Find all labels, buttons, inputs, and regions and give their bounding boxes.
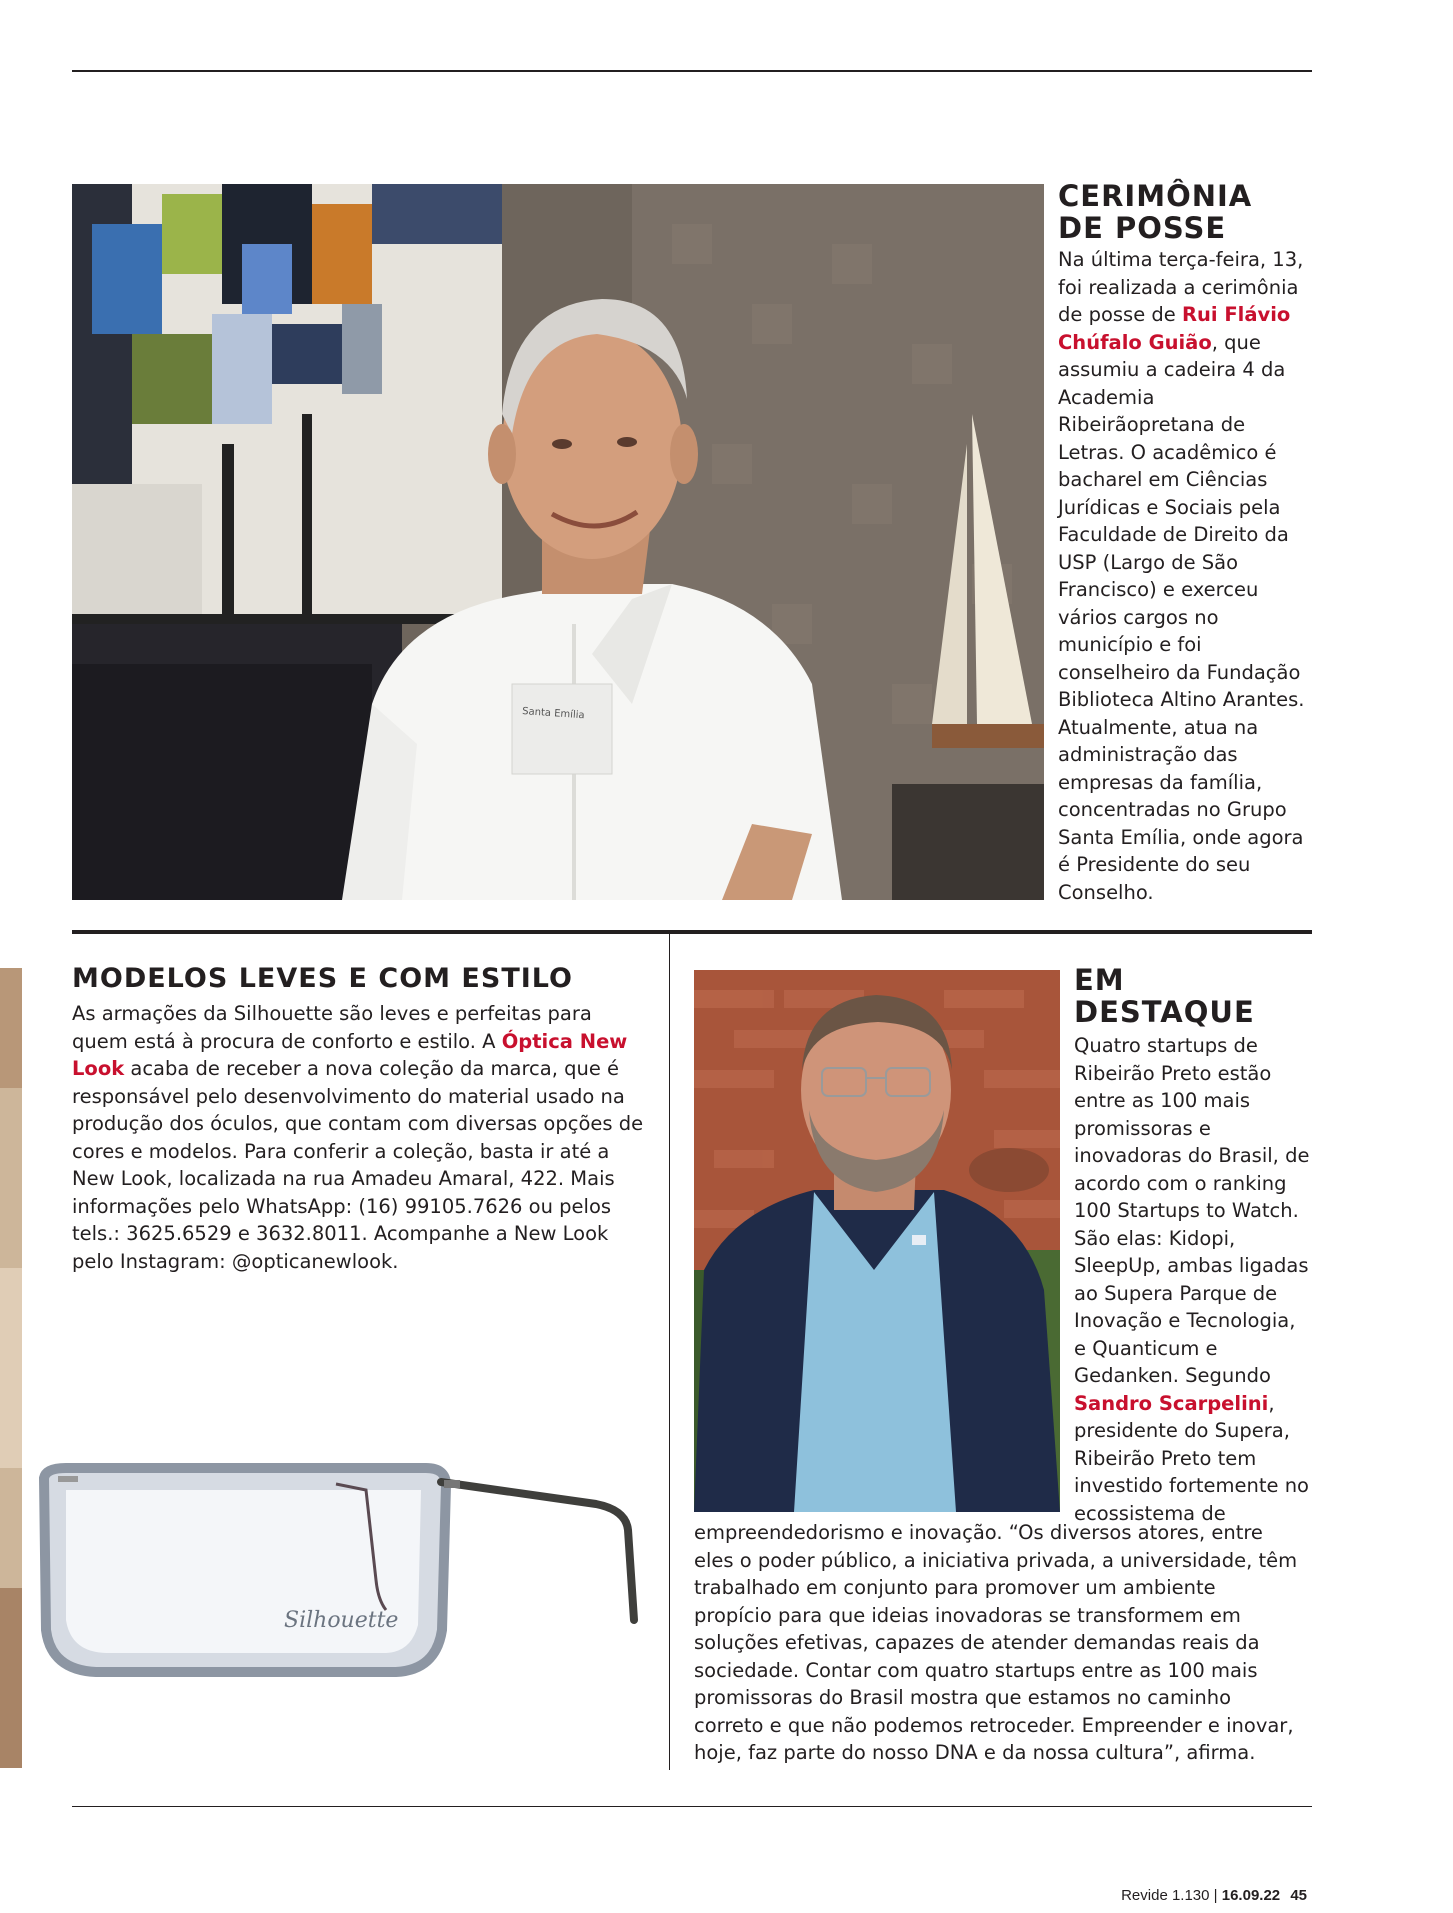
article3-title-line1: EM: [1074, 963, 1125, 997]
glasses-product-image: [36, 1460, 656, 1680]
shirt-embroidery: Santa Emília: [521, 706, 585, 722]
article2-body: [72, 1000, 652, 1275]
article2-text-a: As armações da Silhouette são leves e perfeitas para quem está à procura de conforto e estilo. A: [72, 1002, 592, 1053]
article2-text-b: acaba de receber a nova coleção da marca, que é responsável pelo desenvolvimento do material usado na produção dos óculos, que contam com diversas opções de cores e modelos. Para conferir a coleção, basta ir até a New Look, localizada na rua Amadeu Amaral, 422. Mais informações pelo WhatsApp: (16) 99105.7626 ou pelos tels.: 3625.6529 e 3632.8011. Acompanhe a New Look pelo Instagram: @opticanewlook.: [72, 1057, 644, 1273]
article2-store-name: Óptica New Look: [72, 1029, 628, 1080]
article3-body-narrow: [1074, 1032, 1312, 1527]
page-footer: [1121, 1887, 1307, 1904]
article1-body: [1058, 246, 1312, 906]
silhouette-logo: Silhouette: [284, 1608, 399, 1633]
article1-title-line2: DE POSSE: [1058, 211, 1227, 246]
article3-title-line2: DESTAQUE: [1074, 995, 1255, 1030]
footer-separator: |: [1213, 1887, 1218, 1904]
footer-date: 16.09.22: [1221, 1887, 1281, 1904]
article1-title: [1058, 180, 1252, 245]
article3-text-a: Quatro startups de Ribeirão Preto estão entre as 100 mais promissoras e inovadoras do Brasil, de acordo com o ranking 100 Startups to Watch. São elas: Kidopi, SleepUp, ambas ligadas ao Supera Parque de Inovação e Tecnologia, e Quanticum e Gedanken. Segundo: [1074, 1034, 1310, 1387]
bottom-rule: [72, 1806, 1312, 1807]
top-rule: [72, 70, 1312, 72]
article1-text-a: Na última terça-feira, 13, foi realizada a cerimônia de posse de: [1058, 248, 1304, 326]
article1-text-b: , que assumiu a cadeira 4 da Academia Ribeirãopretana de Letras. O acadêmico é bacharel em Ciências Jurídicas e Sociais pela Faculdade de Direito da USP (Largo de São Francisco) e exerceu vários cargos no município e foi conselheiro da Fundação Biblioteca Altino Arantes. Atualmente, atua na administração das empresas da família, concentradas no Grupo Santa Emília, onde agora é Presidente do seu Conselho.: [1058, 330, 1305, 904]
article1-title-line1: CERIMÔNIA: [1058, 179, 1253, 213]
section-divider-rule: [72, 930, 1312, 934]
footer-magazine: Revide 1.130: [1121, 1887, 1210, 1904]
article1-person-name: Rui Flávio Chúfalo Guião: [1058, 303, 1291, 354]
left-edge-photo-strip: [0, 968, 22, 1768]
article3-person-name: Sandro Scarpelini: [1074, 1391, 1269, 1415]
footer-page-number: 45: [1290, 1887, 1307, 1904]
article3-body-wide: empreendedorismo e inovação. “Os diversos atores, entre eles o poder público, a iniciativa privada, a universidade, têm trabalhado em conjunto para promover um ambiente propício para que ideias inovadoras se transformem em soluções efetivas, capazes de atender demandas reais da sociedade. Contar com quatro startups entre as 100 mais promissoras do Brasil mostra que estamos no caminho correto e que não podemos retroceder. Empreender e inovar, hoje, faz parte do nosso DNA e da nossa cultura”, afirma.: [694, 1521, 1298, 1764]
portrait-photo-rui: [72, 184, 1044, 900]
article3-title: [1074, 964, 1255, 1029]
article3-text-b: , presidente do Supera, Ribeirão Preto tem investido fortemente no ecossistema de: [1074, 1391, 1309, 1525]
column-divider: [669, 934, 670, 1770]
article2-title: MODELOS LEVES E COM ESTILO: [72, 963, 573, 994]
portrait-photo-sandro: [694, 970, 1060, 1512]
